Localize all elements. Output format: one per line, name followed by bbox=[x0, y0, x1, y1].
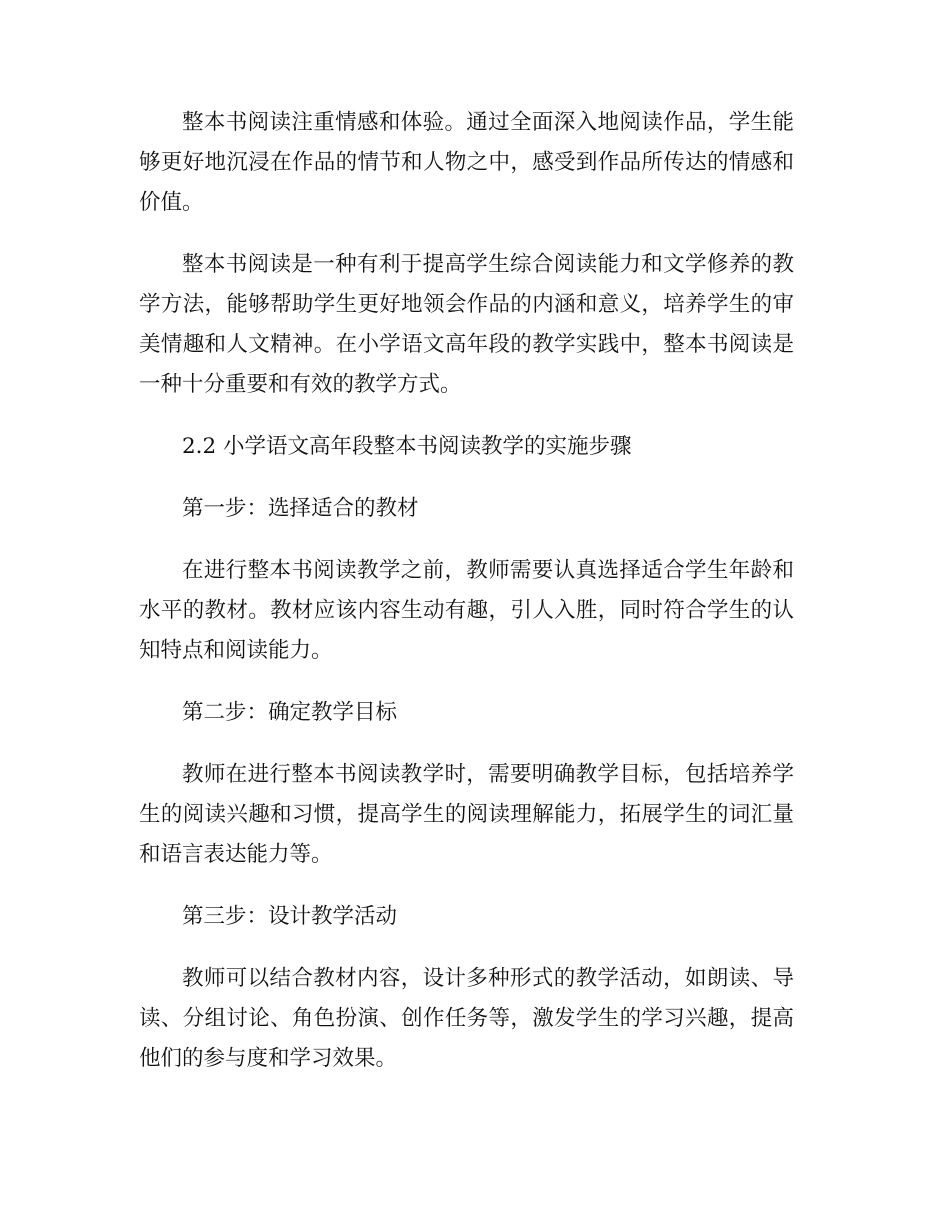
paragraph-emotion-experience: 整本书阅读注重情感和体验。通过全面深入地阅读作品，学生能够更好地沉浸在作品的情节和人物之中，感受到作品所传达的情感和价值。 bbox=[139, 110, 794, 215]
step-one-text: 在进行整本书阅读教学之前，教师需要认真选择适合学生年龄和水平的教材。教材应该内容生动有趣，引人入胜，同时符合学生的认知特点和阅读能力。 bbox=[139, 558, 794, 663]
step-two-text: 教师在进行整本书阅读教学时，需要明确教学目标，包括培养学生的阅读兴趣和习惯，提高学生的阅读理解能力，拓展学生的词汇量和语言表达能力等。 bbox=[139, 762, 794, 867]
step-two-heading: 第二步：确定教学目标 bbox=[182, 700, 398, 725]
section-heading-2-2: 2.2 小学语文高年段整本书阅读教学的实施步骤 bbox=[182, 434, 632, 459]
step-three-heading: 第三步：设计教学活动 bbox=[182, 904, 398, 929]
document-body bbox=[139, 103, 794, 1101]
paragraph-teaching-method: 整本书阅读是一种有利于提高学生综合阅读能力和文学修养的教学方法，能够帮助学生更好地领会作品的内涵和意义，培养学生的审美情趣和人文精神。在小学语文高年段的教学实践中，整本书阅读是一种十分重要和有效的教学方式。 bbox=[139, 252, 794, 397]
step-three-text: 教师可以结合教材内容，设计多种形式的教学活动，如朗读、导读、分组讨论、角色扮演、创作任务等，激发学生的学习兴趣，提高他们的参与度和学习效果。 bbox=[139, 966, 794, 1071]
step-one-heading: 第一步：选择适合的教材 bbox=[182, 496, 419, 521]
